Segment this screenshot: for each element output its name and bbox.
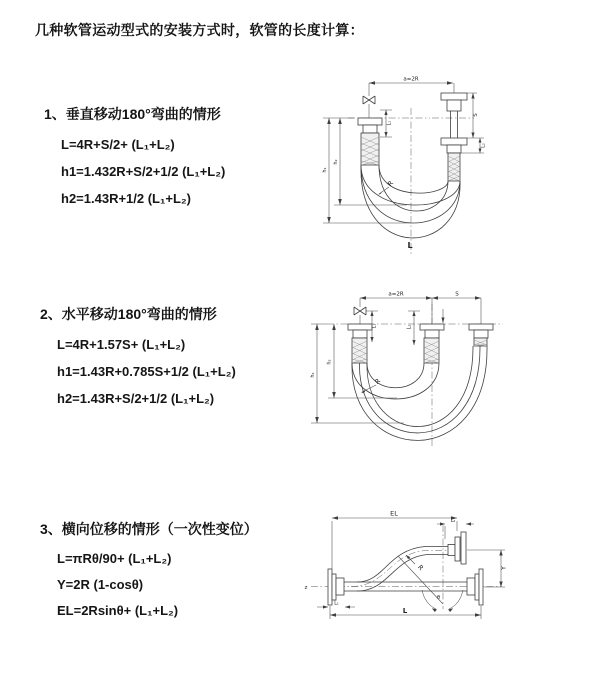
moving-pipe-fitting-position2 <box>420 324 444 363</box>
section-heading: 3、横向位移的情形（一次性变位） <box>40 521 258 537</box>
dim-label-l1: L₁ <box>372 323 378 329</box>
dimension-l-total <box>330 606 481 619</box>
centerlines <box>311 525 501 609</box>
dimension-s <box>467 93 484 138</box>
dim-label-r: R <box>386 179 396 189</box>
fixed-pipe-fitting <box>358 118 382 165</box>
formula-line: h2=1.43R+S/2+1/2 (L₁+L₂) <box>57 391 215 406</box>
left-flange-fitting <box>328 569 467 605</box>
dim-label-l2: L₂ <box>450 519 456 524</box>
section-heading: 1、垂直移动180°弯曲的情形 <box>44 106 221 122</box>
dimension-a2r-s-chain <box>360 292 481 325</box>
dim-label-a2r: a=2R <box>403 76 419 83</box>
fixed-pipe-fitting <box>348 324 372 363</box>
moving-pipe-fitting-position1 <box>469 324 493 346</box>
formula-line: h2=1.43R+1/2 (L₁+L₂) <box>61 191 192 206</box>
formula-list <box>44 131 314 212</box>
formula-line: h1=1.43R+0.785S+1/2 (L₁+L₂) <box>57 364 236 379</box>
dim-label-h2: h₂ <box>326 359 333 365</box>
dim-label-l: L <box>402 607 408 615</box>
dimension-a2r <box>369 77 454 94</box>
right-flange-original <box>467 569 483 605</box>
formula-line: L=4R+1.57S+ (L₁+L₂) <box>57 337 186 352</box>
formula-line: L=πRθ/90+ (L₁+L₂) <box>57 551 172 566</box>
dimension-l1 <box>317 601 355 609</box>
dim-label-l2: L₂ <box>481 143 487 148</box>
hose-u-bends <box>361 165 460 238</box>
diagram-vertical-movement-180 <box>310 66 590 260</box>
radius-callout <box>361 377 382 393</box>
section-heading: 2、水平移动180°弯曲的情形 <box>40 306 217 322</box>
formula-list <box>40 331 310 412</box>
dim-label-h1: h₁ <box>322 167 328 173</box>
diagram-lateral-displacement <box>295 505 595 650</box>
formula-list <box>40 546 310 624</box>
formula-line: L=4R+S/2+ (L₁+L₂) <box>61 137 175 152</box>
formula-line: Y=2R (1-cosθ) <box>57 577 144 592</box>
moving-pipe-fitting <box>441 93 467 181</box>
dim-label-l-total: L <box>407 241 413 250</box>
dim-label-theta: θ <box>436 595 441 601</box>
page-title: 几种软管运动型式的安装方式时，软管的长度计算： <box>35 22 364 38</box>
dim-label-h2: h₂ <box>333 159 339 165</box>
formula-line: EL=2Rsinθ+ (L₁+L₂) <box>57 603 179 618</box>
dim-label-s: S <box>473 113 479 117</box>
radius-construction <box>398 556 463 612</box>
dim-label-r: R <box>373 376 383 386</box>
dim-label-s: S <box>455 291 459 298</box>
hose-u-bends <box>352 346 487 440</box>
centerline-z-mark: z <box>304 585 308 591</box>
section-horizontal-movement <box>40 304 310 412</box>
radius-callout <box>406 555 425 572</box>
valve-icon <box>363 83 375 118</box>
upper-flange-displaced <box>455 532 466 564</box>
dimension-l2 <box>437 518 474 539</box>
dim-label-a2r: a=2R <box>388 291 404 298</box>
dim-label-h1: h₁ <box>310 372 316 378</box>
hose-s-curve <box>357 545 455 592</box>
section-lateral-displacement <box>40 519 310 624</box>
dim-label-el: EL <box>390 509 398 518</box>
dim-label-l1: L₁ <box>334 601 339 607</box>
dim-label-y: Y <box>500 566 508 570</box>
dim-label-l1: L₁ <box>387 120 393 126</box>
dimension-el <box>332 509 457 573</box>
section-vertical-movement <box>44 104 314 212</box>
formula-line: h1=1.432R+S/2+1/2 (L₁+L₂) <box>61 164 226 179</box>
dim-label-l2: L₂ <box>407 324 413 330</box>
diagram-horizontal-movement-180 <box>303 280 595 465</box>
valve-icon <box>354 298 366 324</box>
dim-label-r: R <box>416 563 426 573</box>
